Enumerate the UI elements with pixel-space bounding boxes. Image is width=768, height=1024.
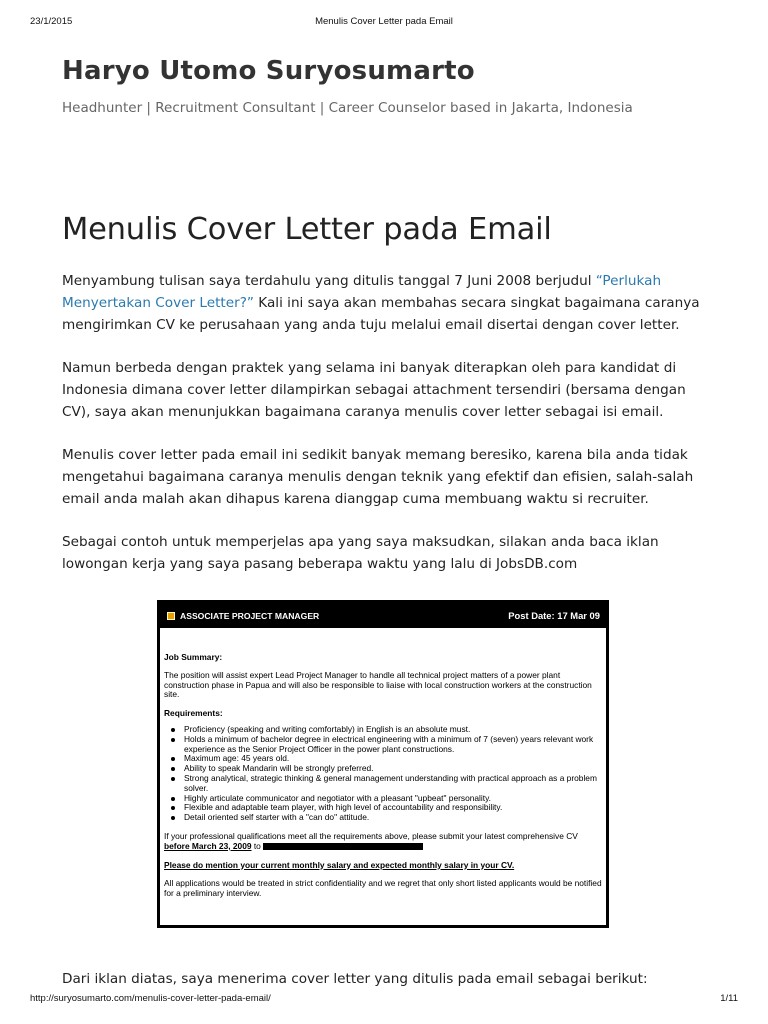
site-title[interactable]: Haryo Utomo Suryosumarto — [62, 56, 475, 86]
job-ad-title: ASSOCIATE PROJECT MANAGER — [180, 611, 320, 621]
post-content — [62, 270, 712, 596]
paragraph-after-ad: Dari iklan diatas, saya menerima cover letter yang ditulis pada email sebagai berikut: — [62, 970, 648, 987]
requirement-item: Maximum age: 45 years old. — [184, 754, 602, 764]
print-url: http://suryosumarto.com/menulis-cover-letter-pada-email/ — [30, 993, 271, 1004]
requirement-item: Strong analytical, strategic thinking & general management understanding with practical approach as a problem solver. — [184, 774, 602, 794]
requirement-item: Proficiency (speaking and writing comfortably) in English is an absolute must. — [184, 725, 602, 735]
job-summary-heading: Job Summary: — [164, 652, 223, 662]
print-date: 23/1/2015 — [30, 16, 73, 27]
site-description: Headhunter | Recruitment Consultant | Career Counselor based in Jakarta, Indonesia — [62, 100, 633, 116]
submit-to: to — [251, 840, 264, 851]
paragraph-4: Sebagai contoh untuk memperjelas apa yang saya maksudkan, silakan anda baca iklan lowongan kerja yang saya pasang beberapa waktu yang lalu di JobsDB.com — [62, 534, 659, 572]
paragraph-2: Namun berbeda dengan praktek yang selama ini banyak diterapkan oleh para kandidat di Indonesia dimana cover letter dilampirkan sebagai attachment tersendiri (bersama dengan CV), saya akan menunjukkan bagaimana caranya menulis cover letter sebagai isi email. — [62, 360, 686, 420]
requirement-item: Holds a minimum of bachelor degree in electrical engineering with a minimum of 7 (seven) years relevant work experience as the Senior Project Officer in the power plant constructions. — [184, 735, 602, 755]
requirement-item: Ability to speak Mandarin will be strongly preferred. — [184, 764, 602, 774]
redacted-email — [263, 843, 423, 850]
post-title: Menulis Cover Letter pada Email — [62, 212, 552, 247]
bullet-square-icon — [167, 612, 175, 620]
salary-note: Please do mention your current monthly salary and expected monthly salary in your CV. — [164, 859, 515, 870]
job-ad-body — [160, 653, 606, 899]
confidentiality-note: All applications would be treated in strict confidentiality and we regret that only short listed applicants would be notified for a preliminary interview. — [164, 878, 602, 899]
requirement-item: Flexible and adaptable team player, with high level of accountability and responsibility. — [184, 803, 602, 813]
print-header — [0, 16, 768, 30]
previous-post-link[interactable]: “Perlukah Menyertakan Cover Letter?” — [62, 273, 662, 311]
submit-deadline: before March 23, 2009 — [164, 840, 252, 851]
paragraph-3: Menulis cover letter pada email ini sedikit banyak memang beresiko, karena bila anda tidak mengetahui bagaimana caranya menulis dengan teknik yang efektif dan efisien, salah-salah email anda malah akan dihapus karena dianggap cuma membuang waktu si recruiter. — [62, 447, 694, 507]
submit-instructions — [164, 832, 602, 852]
job-summary-text: The position will assist expert Lead Project Manager to handle all technical project matters of a power plant construction phase in Papua and will also be responsible to liaise with local construction workers at the construction site. — [164, 669, 592, 700]
requirement-item: Detail oriented self starter with a "can do" attitude. — [184, 813, 602, 823]
requirements-list — [164, 725, 602, 823]
job-ad-image — [157, 600, 609, 928]
job-ad-header-bar — [160, 600, 606, 628]
print-page-number: 1/11 — [720, 993, 738, 1004]
requirements-heading: Requirements: — [164, 708, 223, 719]
paragraph-intro-text-2: Kali ini saya akan membahas secara singkat bagaimana caranya mengirimkan CV ke perusahaan yang anda tuju melalui email disertai dengan cover letter. — [62, 295, 700, 333]
print-footer — [0, 993, 768, 1007]
job-ad-post-date: Post Date: 17 Mar 09 — [508, 610, 600, 621]
paragraph-intro — [62, 270, 712, 336]
print-doc-title: Menulis Cover Letter pada Email — [315, 16, 453, 27]
requirement-item: Highly articulate communicator and negotiator with a pleasant "upbeat" personality. — [184, 794, 602, 804]
submit-text: If your professional qualifications meet all the requirements above, please submit your latest comprehensive CV — [164, 830, 578, 841]
paragraph-intro-text-1: Menyambung tulisan saya terdahulu yang ditulis tanggal 7 Juni 2008 berjudul — [62, 273, 596, 289]
